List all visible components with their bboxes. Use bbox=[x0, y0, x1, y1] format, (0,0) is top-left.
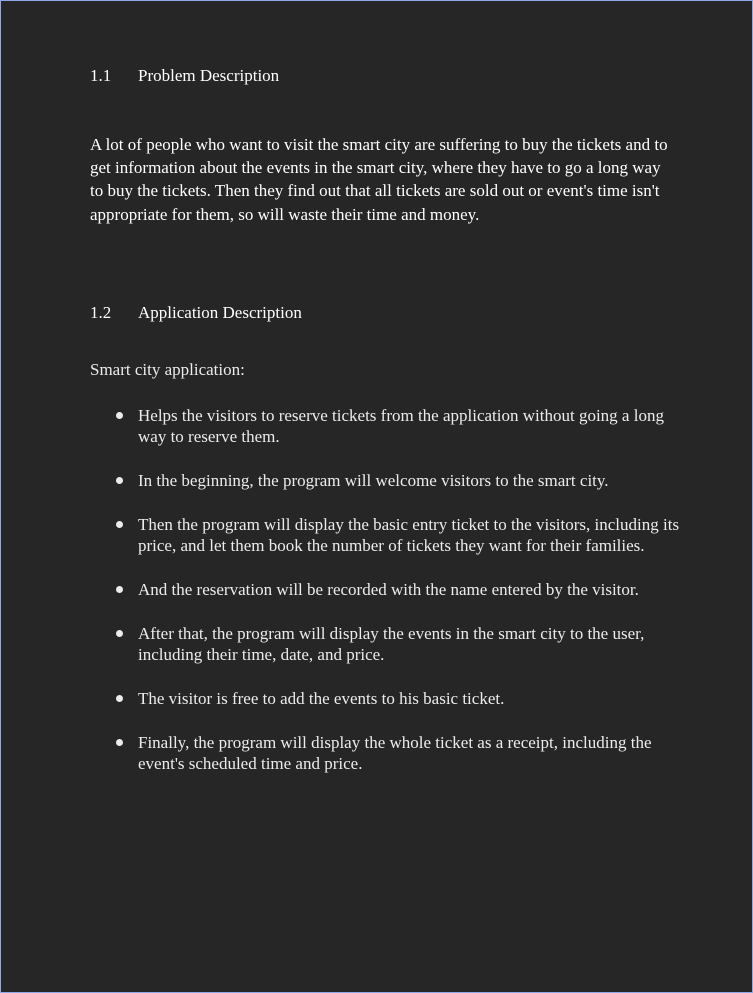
list-item bbox=[90, 579, 680, 600]
section-title: Problem Description bbox=[138, 66, 280, 85]
list-item-text: Helps the visitors to reserve tickets from the application without going a long way to reserve them. bbox=[138, 406, 664, 447]
bullet-dot-icon bbox=[116, 412, 123, 419]
section-heading-application-description bbox=[90, 303, 302, 323]
list-item bbox=[90, 732, 680, 775]
bullet-dot-icon bbox=[116, 521, 123, 528]
bullet-dot-icon bbox=[116, 695, 123, 702]
section-title: Application Description bbox=[138, 303, 302, 322]
list-item-text: And the reservation will be recorded with the name entered by the visitor. bbox=[138, 580, 639, 600]
list-item-text: The visitor is free to add the events to his basic ticket. bbox=[138, 689, 505, 709]
list-item bbox=[90, 470, 680, 491]
application-intro-text: Smart city application: bbox=[90, 360, 245, 379]
section-number: 1.1 bbox=[90, 66, 112, 85]
bullet-dot-icon bbox=[116, 586, 123, 593]
feature-bullet-list bbox=[90, 405, 680, 797]
bullet-dot-icon bbox=[116, 739, 123, 746]
list-item-text: After that, the program will display the events in the smart city to the user, including their time, date, and price. bbox=[138, 624, 645, 665]
list-item-text: In the beginning, the program will welcome visitors to the smart city. bbox=[138, 471, 609, 491]
list-item bbox=[90, 514, 680, 557]
list-item bbox=[90, 688, 680, 709]
section-heading-problem-description bbox=[90, 66, 279, 86]
list-item-text: Finally, the program will display the whole ticket as a receipt, including the event's scheduled time and price. bbox=[138, 733, 652, 774]
problem-description-paragraph: A lot of people who want to visit the smart city are suffering to buy the tickets and to get information about the events in the smart city, where they have to go a long way to buy the tickets. Then they find out that all tickets are sold out or event's time isn't appropriate for them, so will waste their time and money. bbox=[90, 135, 668, 224]
bullet-dot-icon bbox=[116, 630, 123, 637]
list-item-text: Then the program will display the basic entry ticket to the visitors, including its price, and let them book the number of tickets they want for their families. bbox=[138, 515, 680, 556]
list-item bbox=[90, 405, 680, 448]
bullet-dot-icon bbox=[116, 477, 123, 484]
list-item bbox=[90, 623, 680, 666]
section-number: 1.2 bbox=[90, 303, 112, 322]
